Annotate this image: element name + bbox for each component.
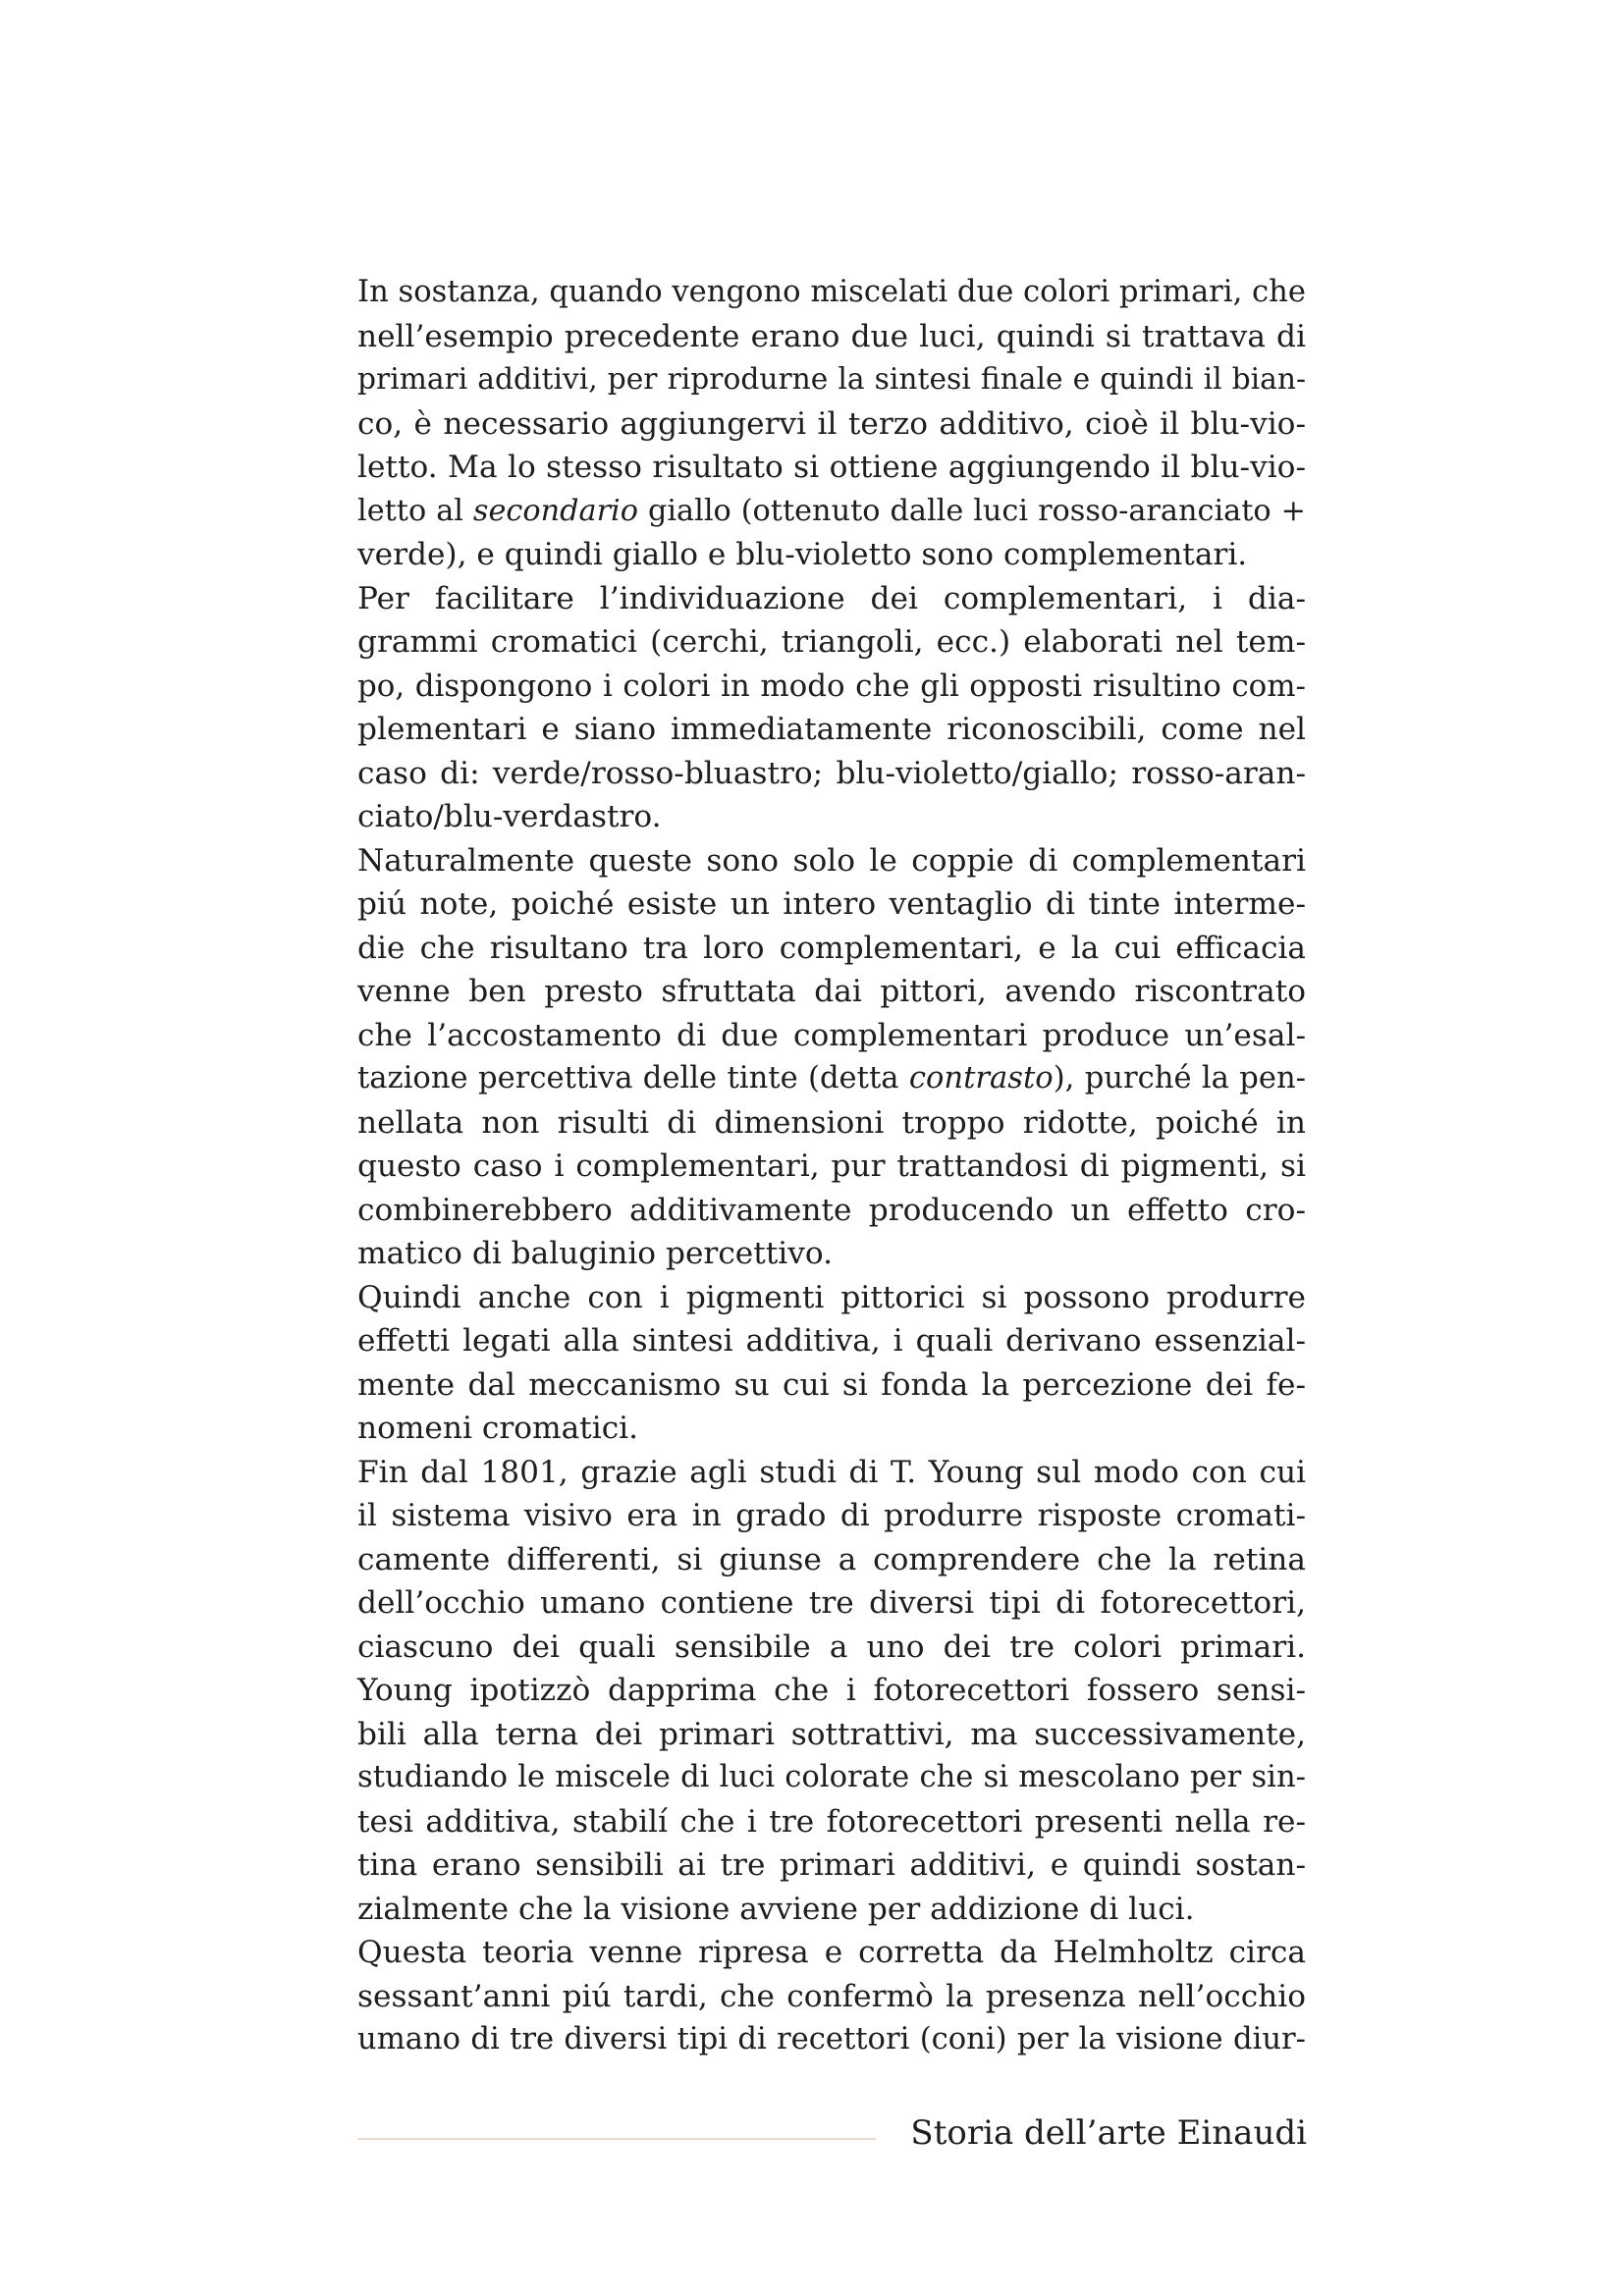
text-line (357, 490, 1306, 534)
text-line (357, 1189, 1306, 1233)
text-line (357, 1101, 1306, 1146)
text-segment: venne ben presto sfruttata dai pittori, avendo riscontrato (357, 974, 1306, 1009)
text-line (357, 1014, 1306, 1058)
text-segment: Fin dal 1801, grazie agli studi di T. Young sul modo con cui (357, 1454, 1306, 1490)
text-line (357, 1756, 1306, 1800)
text-line (357, 1669, 1306, 1713)
text-line (357, 358, 1306, 402)
text-segment: ciato/blu-verdastro. (357, 799, 662, 834)
text-segment: effetti legati alla sintesi additiva, i quali derivano essenzial- (357, 1323, 1306, 1359)
text-segment: nomeni cromatici. (357, 1411, 639, 1446)
text-segment: camente differenti, si giunse a comprendere che la retina (357, 1541, 1306, 1577)
body-text (357, 271, 1306, 2062)
text-segment: Questa teoria venne ripresa e corretta da Helmholtz circa (357, 1935, 1306, 1970)
text-line (357, 1626, 1306, 1670)
text-segment: grammi cromatici (cerchi, triangoli, ecc.) elaborati nel tem- (357, 624, 1306, 660)
text-segment: letto al (357, 493, 473, 528)
text-segment: nellata non risulti di dimensioni troppo ridotte, poiché in (357, 1104, 1306, 1141)
text-line (357, 927, 1306, 971)
text-line (357, 752, 1306, 796)
text-segment: primari additivi, per riprodurne la sintesi finale e quindi il bian- (357, 362, 1306, 397)
text-line (357, 1800, 1306, 1844)
text-line (357, 1931, 1306, 1975)
text-segment: umano di tre diversi tipi di recettori (coni) per la visione diur- (357, 2022, 1306, 2056)
text-segment: mente dal meccanismo su cui si fonda la percezione dei fe- (357, 1366, 1306, 1403)
text-segment: piú note, poiché esiste un intero ventaglio di tinte interme- (357, 886, 1306, 922)
text-line (357, 882, 1306, 927)
text-segment: il sistema visivo era in grado di produrre risposte cromati- (357, 1498, 1306, 1533)
text-segment: questo caso i complementari, pur trattandosi di pigmenti, si (357, 1148, 1306, 1184)
text-segment: matico di baluginio percettivo. (357, 1236, 834, 1271)
text-segment: Per facilitare l’individuazione dei complementari, i dia- (357, 580, 1306, 616)
text-segment: combinerebbero additivamente producendo un effetto cro- (357, 1192, 1306, 1228)
text-line (357, 1319, 1306, 1363)
text-line (357, 1276, 1306, 1320)
text-line (357, 1145, 1306, 1189)
text-segment: Young ipotizzò dapprima che i fotorecettori fossero sensi- (357, 1673, 1306, 1708)
text-segment: dell’occhio umano contiene tre diversi tipi di fotorecettori, (357, 1585, 1306, 1621)
text-line (357, 1407, 1306, 1451)
text-line (357, 446, 1306, 490)
text-segment: Quindi anche con i pigmenti pittorici si possono produrre (357, 1279, 1306, 1315)
text-line (357, 620, 1306, 665)
text-segment: caso di: verde/rosso-bluastro; blu-violetto/giallo; rosso-aran- (357, 755, 1306, 791)
text-line (357, 271, 1306, 315)
text-line (357, 577, 1306, 621)
text-segment: ), purché la pen- (1053, 1061, 1306, 1095)
text-segment: bili alla terna dei primari sottrattivi, ma successivamente, (357, 1716, 1306, 1752)
text-line (357, 2018, 1306, 2062)
text-line (357, 795, 1306, 839)
text-segment: verde), e quindi giallo e blu-violetto sono complementari. (357, 537, 1248, 572)
text-line (357, 1232, 1306, 1276)
text-segment: letto. Ma lo stesso risultato si ottiene aggiungendo il blu-vio- (357, 450, 1306, 485)
text-line (357, 1713, 1306, 1757)
text-segment: che l’accostamento di due complementari produce un’esal- (357, 1017, 1306, 1053)
footer-title: Storia dell’arte Einaudi (910, 2113, 1307, 2153)
text-line (357, 1538, 1306, 1582)
text-line (357, 533, 1306, 577)
text-line (357, 1581, 1306, 1626)
text-segment: In sostanza, quando vengono miscelati due colori primari, che (357, 275, 1306, 309)
text-segment: tesi additiva, stabilí che i tre fotorecettori presenti nella re- (357, 1803, 1306, 1840)
text-segment: nell’esempio precedente erano due luci, quindi si trattava di (357, 318, 1306, 354)
text-segment: sessant’anni piú tardi, che confermò la presenza nell’occhio (357, 1978, 1306, 2014)
text-segment: Naturalmente queste sono solo le coppie di complementari (357, 842, 1306, 879)
text-segment: studiando le miscele di luci colorate che si mescolano per sin- (357, 1760, 1306, 1794)
text-segment: tazione percettiva delle tinte (detta (357, 1061, 909, 1095)
text-line (357, 1843, 1306, 1888)
text-line (357, 402, 1306, 447)
text-line (357, 1975, 1306, 2019)
text-line (357, 315, 1306, 359)
text-segment: zialmente che la visione avviene per addizione di luci. (357, 1891, 1195, 1927)
text-line (357, 970, 1306, 1014)
italic-term: secondario (472, 493, 638, 528)
text-line (357, 1494, 1306, 1538)
text-segment: giallo (ottenuto dalle luci rosso-aranciato + (638, 493, 1306, 528)
text-line (357, 1057, 1306, 1101)
text-segment: po, dispongono i colori in modo che gli opposti risultino com- (357, 667, 1306, 704)
text-segment: die che risultano tra loro complementari, e la cui efficacia (357, 930, 1306, 966)
text-segment: ciascuno dei quali sensibile a uno dei tre colori primari. (357, 1629, 1306, 1665)
footer-rule (357, 2138, 876, 2140)
italic-term: contrasto (908, 1061, 1054, 1095)
text-segment: plementari e siano immediatamente riconoscibili, come nel (357, 712, 1306, 747)
text-line (357, 1363, 1306, 1408)
text-line (357, 839, 1306, 883)
text-line (357, 1888, 1306, 1932)
text-line (357, 1451, 1306, 1495)
text-segment: co, è necessario aggiungervi il terzo additivo, cioè il blu-vio- (357, 405, 1306, 442)
text-segment: tina erano sensibili ai tre primari additivi, e quindi sostan- (357, 1847, 1306, 1883)
text-line (357, 665, 1306, 709)
text-line (357, 708, 1306, 752)
